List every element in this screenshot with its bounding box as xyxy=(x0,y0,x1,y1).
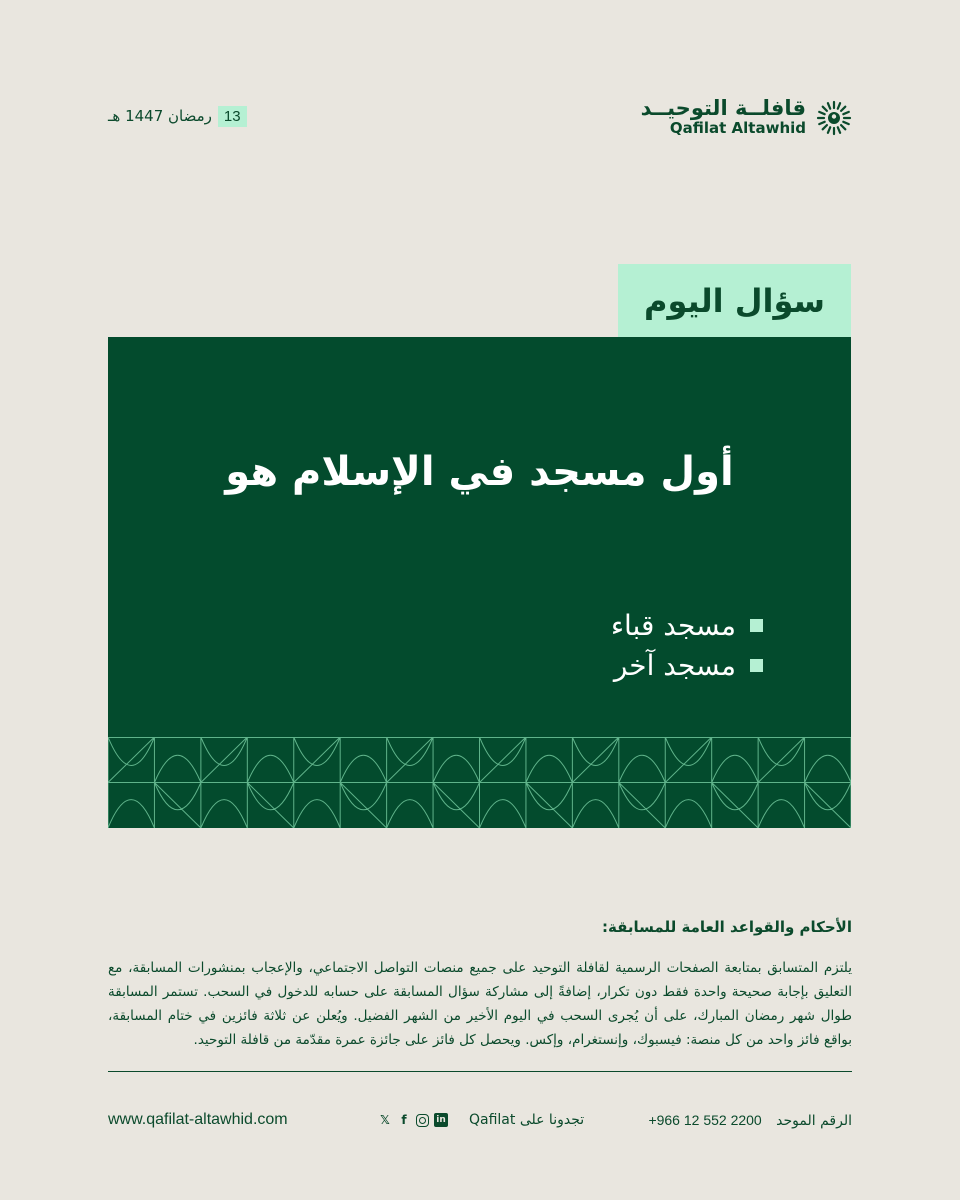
answer-label: مسجد قباء xyxy=(610,608,736,642)
phone-number[interactable]: +966 12 552 2200 xyxy=(648,1112,762,1128)
hijri-date xyxy=(108,104,247,128)
square-bullet-icon xyxy=(750,619,763,632)
unified-number xyxy=(648,1112,852,1129)
divider xyxy=(108,1071,852,1072)
question-panel xyxy=(108,337,851,828)
pattern-path xyxy=(108,737,851,828)
date-day-badge: 13 xyxy=(218,106,247,127)
geometric-pattern xyxy=(108,737,851,828)
answer-list xyxy=(611,605,763,685)
square-bullet-icon xyxy=(750,659,763,672)
rules-body: يلتزم المتسابق بمتابعة الصفحات الرسمية لقافلة التوحيد على جميع منصات التواصل الاجتماعي، والإعجاب بمنشورات المسابقة، مع التعليق بإجابة صحيحة واحدة فقط دون تكرار، إضافةً إلى مشاركة سؤال المسابقة على حسابه للدخول في السحب. تستمر المسابقة طوال شهر رمضان المبارك، على أن يُجرى السحب في اليوم الأخير من الشهر الفضيل. ويُعلن عن ثلاثة فائزين في ختام المسابقة، بواقع فائز واحد من كل منصة: فيسبوك، وإنستغرام، وإكس. ويحصل كل فائز على جائزة عمرة مقدّمة من قافلة التوحيد. xyxy=(108,960,852,1048)
question-of-the-day-tab xyxy=(618,264,851,338)
linkedin-icon[interactable]: in xyxy=(434,1113,448,1127)
rules-title: الأحكام والقواعد العامة للمسابقة: xyxy=(602,918,852,936)
facebook-icon[interactable]: f xyxy=(401,1113,407,1127)
instagram-icon[interactable] xyxy=(416,1114,429,1127)
logo-english: Qafilat Altawhid xyxy=(669,119,806,137)
date-month-year: رمضان 1447 هـ xyxy=(108,107,212,125)
social-handle-text: تجدونا على Qafilat xyxy=(469,1112,585,1128)
question-tab-label: سؤال اليوم xyxy=(644,282,825,320)
phone-label: الرقم الموحد xyxy=(776,1113,852,1129)
logo-mark-icon xyxy=(816,100,852,136)
answer-option xyxy=(611,605,763,645)
x-icon[interactable]: 𝕏 xyxy=(380,1113,390,1127)
social-links xyxy=(378,1112,584,1128)
answer-label: مسجد آخر xyxy=(613,648,736,682)
logo-arabic: قافلــة التوحيــد xyxy=(640,96,806,120)
answer-option xyxy=(611,645,763,685)
logo xyxy=(592,98,852,142)
question-text: أول مسجد في الإسلام هو xyxy=(225,449,734,495)
website-link[interactable]: www.qafilat-altawhid.com xyxy=(108,1111,288,1128)
